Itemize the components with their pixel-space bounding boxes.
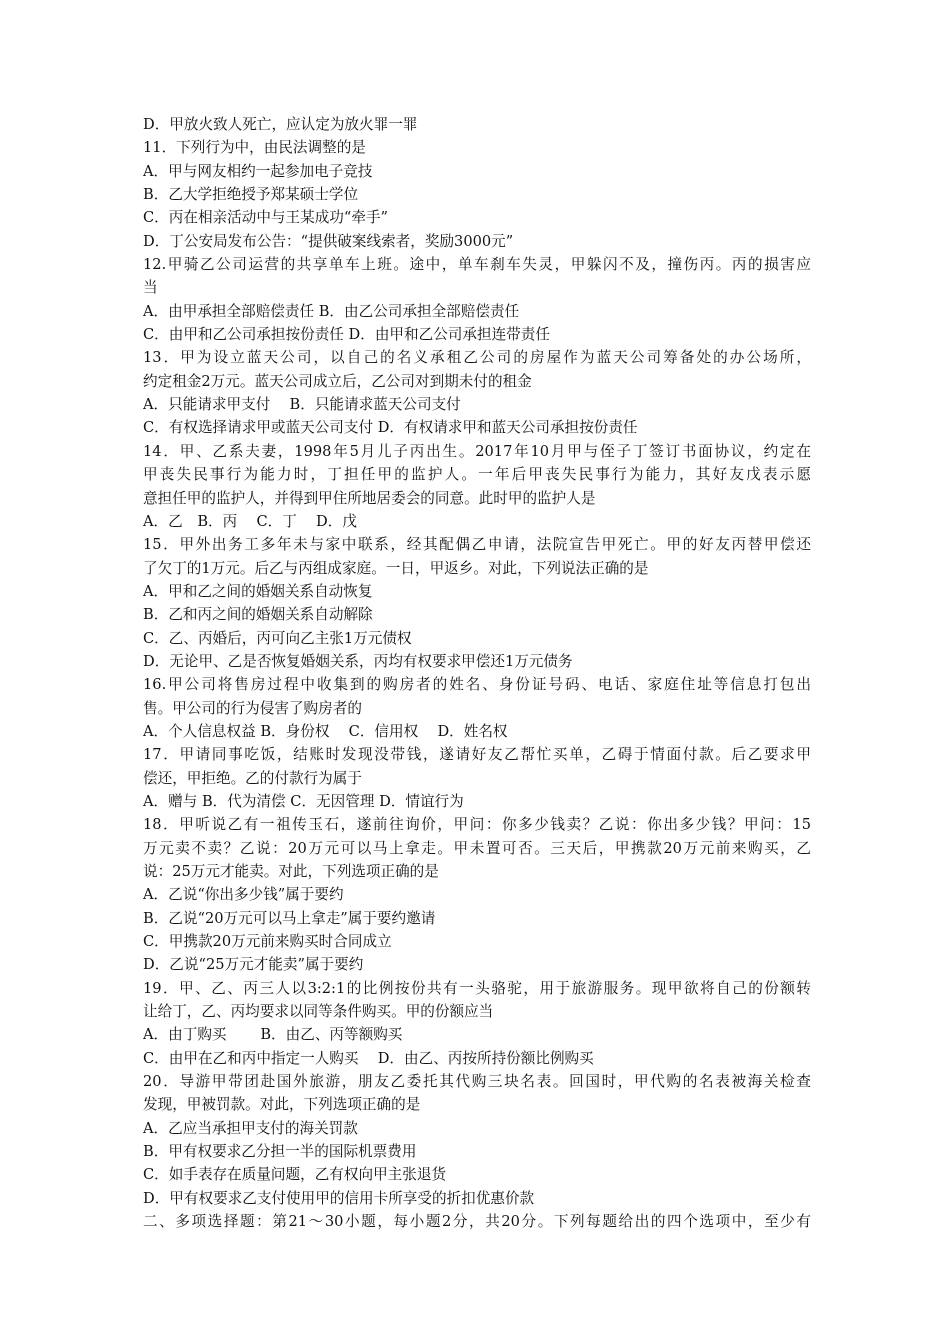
text-line: B．乙和丙之间的婚姻关系自动解除 [143,606,373,624]
text-line: 让给丁，乙、丙均要求以同等条件购买。甲的份额应当 [143,1003,494,1021]
text-line: A．乙应当承担甲支付的海关罚款 [143,1119,358,1137]
text-line: 偿还，甲拒绝。乙的付款行为属于 [143,769,362,787]
text-line: D．甲有权要求乙支付使用甲的信用卡所享受的折扣优惠价款 [143,1189,535,1207]
text-line: 意担任甲的监护人，并得到甲住所地居委会的同意。此时甲的监护人是 [143,489,596,507]
text-line: 15．甲外出务工多年未与家中联系，经其配偶乙申请，法院宣告甲死亡。甲的好友丙替甲偿还 [143,536,811,554]
text-line: 13．甲为设立蓝天公司，以自己的名义承租乙公司的房屋作为蓝天公司筹备处的办公场所， [143,349,811,367]
text-line: 当 [143,279,158,297]
text-line: A．乙说“你出多少钱”属于要约 [143,886,344,904]
text-line: 二、多项选择题：第21～30小题，每小题2分，共20分。下列每题给出的四个选项中，至少有 [143,1213,811,1231]
text-line: C．乙、丙婚后，丙可向乙主张1万元债权 [143,629,412,647]
text-line: 19．甲、乙、丙三人以3:2:1的比例按份共有一头骆驼，用于旅游服务。现甲欲将自己的份额转 [143,979,811,997]
text-line: D．无论甲、乙是否恢复婚姻关系，丙均有权要求甲偿还1万元债务 [143,652,573,670]
text-line: A．由丁购买 B．由乙、丙等额购买 [143,1026,403,1044]
text-line: A．只能请求甲支付 B．只能请求蓝天公司支付 [143,396,461,414]
text-line: C．有权选择请求甲或蓝天公司支付 D．有权请求甲和蓝天公司承担按份责任 [143,419,638,437]
text-line: D．丁公安局发布公告：“提供破案线索者，奖励3000元” [143,232,514,250]
document-page [143,113,811,1234]
text-line: C．如手表存在质量问题，乙有权向甲主张退货 [143,1166,447,1184]
text-line: C．由甲和乙公司承担按份责任 D．由甲和乙公司承担连带责任 [143,326,550,344]
text-line: D．甲放火致人死亡，应认定为放火罪一罪 [143,116,418,133]
text-line: A．甲与网友相约一起参加电子竞技 [143,162,373,180]
text-line: 12.甲骑乙公司运营的共享单车上班。途中，单车刹车失灵，甲躲闪不及，撞伤丙。丙的损害应 [143,256,811,274]
text-line: 11．下列行为中，由民法调整的是 [143,139,366,157]
text-line: A．乙 B．丙 C．丁 D．戊 [143,512,357,530]
text-line: C．由甲在乙和丙中指定一人购买 D．由乙、丙按所持份额比例购买 [143,1049,594,1067]
text-line: A．由甲承担全部赔偿责任 B．由乙公司承担全部赔偿责任 [143,302,520,320]
text-line: B．乙大学拒绝授予郑某硕士学位 [143,186,359,204]
text-line: 售。甲公司的行为侵害了购房者的 [143,699,362,717]
text-line: 14．甲、乙系夫妻，1998年5月儿子丙出生。2017年10月甲与侄子丁签订书面协议，约定在 [143,442,811,460]
text-line: B．甲有权要求乙分担一半的国际机票费用 [143,1143,417,1161]
text-line: A．甲和乙之间的婚姻关系自动恢复 [143,582,373,600]
text-line: 说：25万元才能卖。对此，下列选项正确的是 [143,863,439,880]
text-line: 了欠丁的1万元。后乙与丙组成家庭。一日，甲返乡。对此，下列说法正确的是 [143,559,649,577]
text-line: 约定租金2万元。蓝天公司成立后，乙公司对到期未付的租金 [143,372,532,390]
text-line: 16.甲公司将售房过程中收集到的购房者的姓名、身份证号码、电话、家庭住址等信息打包出 [143,676,811,694]
text-line: 17．甲请同事吃饭，结账时发现没带钱，遂请好友乙帮忙买单，乙碍于情面付款。后乙要求甲 [143,746,811,764]
text-line: 万元卖不卖？乙说：20万元可以马上拿走。甲未置可否。三天后，甲携款20万元前来购买，乙 [143,839,811,857]
text-line: 发现，甲被罚款。对此，下列选项正确的是 [143,1096,421,1114]
text-line: 20．导游甲带团赴国外旅游，朋友乙委托其代购三块名表。回国时，甲代购的名表被海关检查 [143,1073,811,1091]
text-line: A．赠与 B．代为清偿 C．无因管理 D．情谊行为 [143,792,464,810]
text-line: C．甲携款20万元前来购买时合同成立 [143,933,392,951]
text-line: D．乙说“25万元才能卖”属于要约 [143,956,364,974]
text-line: C．丙在相亲活动中与王某成功“牵手” [143,209,388,227]
text-line: A．个人信息权益 B．身份权 C．信用权 D．姓名权 [143,722,508,740]
text-line: B．乙说“20万元可以马上拿走”属于要约邀请 [143,909,436,927]
text-line: 18．甲听说乙有一祖传玉石，遂前往询价，甲问：你多少钱卖？乙说：你出多少钱？甲问：15 [143,816,811,834]
text-line: 甲丧失民事行为能力时，丁担任甲的监护人。一年后甲丧失民事行为能力，其好友戊表示愿 [143,466,811,484]
